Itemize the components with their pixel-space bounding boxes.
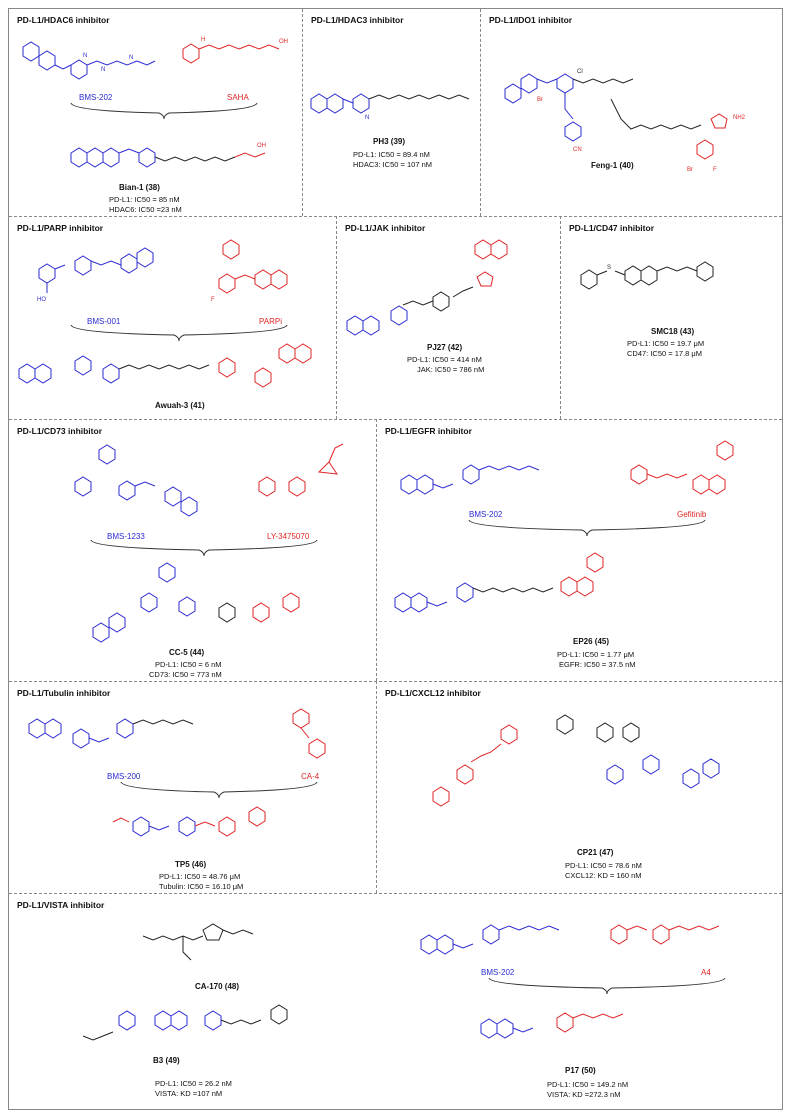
panel-title: PD-L1/HDAC3 inhibitor [311,15,404,25]
component-label: BMS-001 [87,317,121,326]
activity-value: VISTA: KD =107 nM [155,1089,223,1098]
activity-value: EGFR: IC50 = 37.5 nM [559,660,636,669]
ep26-structure [391,558,771,632]
activity-value: Tubulin: IC50 = 16.10 μM [159,882,244,891]
compound-name: Bian-1 (38) [119,183,160,192]
merge-bracket [89,538,319,558]
activity-value: HDAC3: IC50 = 107 nM [353,160,432,169]
merge-bracket [119,780,319,800]
activity-value: PD-L1: IC50 = 89.4 nM [353,150,430,159]
bms-202-structure [417,910,597,966]
p17-structure [477,998,717,1058]
compound-name: PJ27 (42) [427,343,463,352]
activity-value: JAK: IC50 = 786 nM [417,365,485,374]
activity-value: PD-L1: IC50 = 19.7 μM [627,339,705,348]
activity-value: PD-L1: IC50 = 414 nM [407,355,482,364]
svg-text:OH: OH [257,143,266,149]
activity-value: CXCL12: KD = 160 nM [565,871,642,880]
svg-text:N: N [129,55,134,61]
activity-value: CD47: IC50 = 17.8 μM [627,349,702,358]
svg-text:N: N [365,115,370,121]
panel-tubulin [9,682,376,893]
panel-vista [9,894,376,1110]
activity-value: PD-L1: IC50 = 149.2 nM [547,1080,629,1089]
atom-label: CN [573,147,582,153]
panel-title: PD-L1/JAK inhibitor [345,223,426,233]
gefitinib-structure [627,444,767,514]
panel-jak [337,217,560,419]
ly-3475070-structure [249,442,369,528]
ca-170-structure [139,916,279,976]
compound-name: CC-5 (44) [169,648,205,657]
bms-202-structure [397,444,597,508]
svg-text:HO: HO [37,297,46,303]
panel-title: PD-L1/CXCL12 inhibitor [385,688,481,698]
pj27-structure [343,241,553,341]
component-label: BMS-1233 [107,532,145,541]
compound-name: Feng-1 (40) [591,161,634,170]
compound-name: SMC18 (43) [651,327,695,336]
bms-001-structure [29,239,199,311]
compound-name: CP21 (47) [577,848,614,857]
atom-label: Br [687,167,693,173]
panel-parp [9,217,336,419]
parpi-structure [209,239,329,311]
activity-value: PD-L1: IC50 = 78.6 nM [565,861,642,870]
panel-title: PD-L1/VISTA inhibitor [17,900,105,910]
compound-name: EP26 (45) [573,637,610,646]
compound-name: B3 (49) [153,1056,180,1065]
activity-value: PD-L1: IC50 = 6 nM [155,660,222,669]
compound-name: Awuah-3 (41) [155,401,205,410]
bms-202-structure [9,29,169,89]
smc18-structure [577,245,777,315]
panel-title: PD-L1/CD73 inhibitor [17,426,103,436]
panel-egfr [377,420,782,681]
atom-label: NH2 [733,115,746,121]
saha-structure [179,29,299,69]
panel-cxcl12 [377,682,782,893]
svg-text:H: H [201,37,206,43]
bms-200-structure [25,704,225,774]
bian-1-structure [59,127,289,183]
compound-name: PH3 (39) [373,137,406,146]
svg-text:S: S [607,265,612,271]
awuah-3-structure [15,339,335,399]
compound-name: TP5 (46) [175,860,207,869]
panel-vista-p17 [377,894,782,1110]
cc-5-structure [69,558,369,648]
compound-name: P17 (50) [565,1066,596,1075]
panel-hdac6 [9,9,302,216]
svg-text:OH: OH [279,39,288,45]
component-label: BMS-202 [79,93,113,102]
atom-label: F [713,167,717,173]
component-label: BMS-202 [481,968,515,977]
a4-structure [607,910,767,966]
component-label: CA-4 [301,772,320,781]
ca-4-structure [279,704,369,774]
panel-title: PD-L1/HDAC6 inhibitor [17,15,110,25]
activity-value: PD-L1: IC50 = 85 nM [109,195,180,204]
panel-hdac3 [303,9,480,216]
compound-name: CA-170 (48) [195,982,240,991]
atom-label: Cl [577,69,583,75]
panel-title: PD-L1/CD47 inhibitor [569,223,655,233]
component-label: PARPi [259,317,282,326]
activity-value: PD-L1: IC50 = 48.76 μM [159,872,241,881]
panel-ido1 [481,9,782,216]
component-label: Gefitinib [677,510,707,519]
activity-value: PD-L1: IC50 = 26.2 nM [155,1079,232,1088]
b3-structure [79,996,369,1056]
cp21-structure [407,700,767,820]
bms-1233-structure [69,442,219,528]
panel-title: PD-L1/PARP inhibitor [17,223,104,233]
merge-bracket [467,518,707,538]
component-label: A4 [701,968,711,977]
component-label: LY-3475070 [267,532,310,541]
svg-text:F: F [211,297,215,303]
merge-bracket [487,976,727,996]
component-label: SAHA [227,93,249,102]
svg-text:N: N [101,67,106,73]
component-label: BMS-202 [469,510,503,519]
activity-value: VISTA: KD =272.3 nM [547,1090,621,1099]
feng-1-structure [501,49,771,209]
panel-cd73 [9,420,376,681]
panel-cd47 [561,217,782,419]
activity-value: CD73: IC50 = 773 nM [149,670,222,679]
ph3-structure [307,69,477,129]
activity-value: PD-L1: IC50 = 1.77 μM [557,650,635,659]
merge-bracket [69,101,259,121]
component-label: BMS-200 [107,772,141,781]
svg-text:N: N [83,53,88,59]
tp5-structure [109,802,329,858]
panel-title: PD-L1/IDO1 inhibitor [489,15,573,25]
activity-value: HDAC6: IC50 =23 nM [109,205,182,214]
panel-title: PD-L1/Tubulin inhibitor [17,688,111,698]
atom-label: Br [537,97,543,103]
panel-title: PD-L1/EGFR inhibitor [385,426,472,436]
